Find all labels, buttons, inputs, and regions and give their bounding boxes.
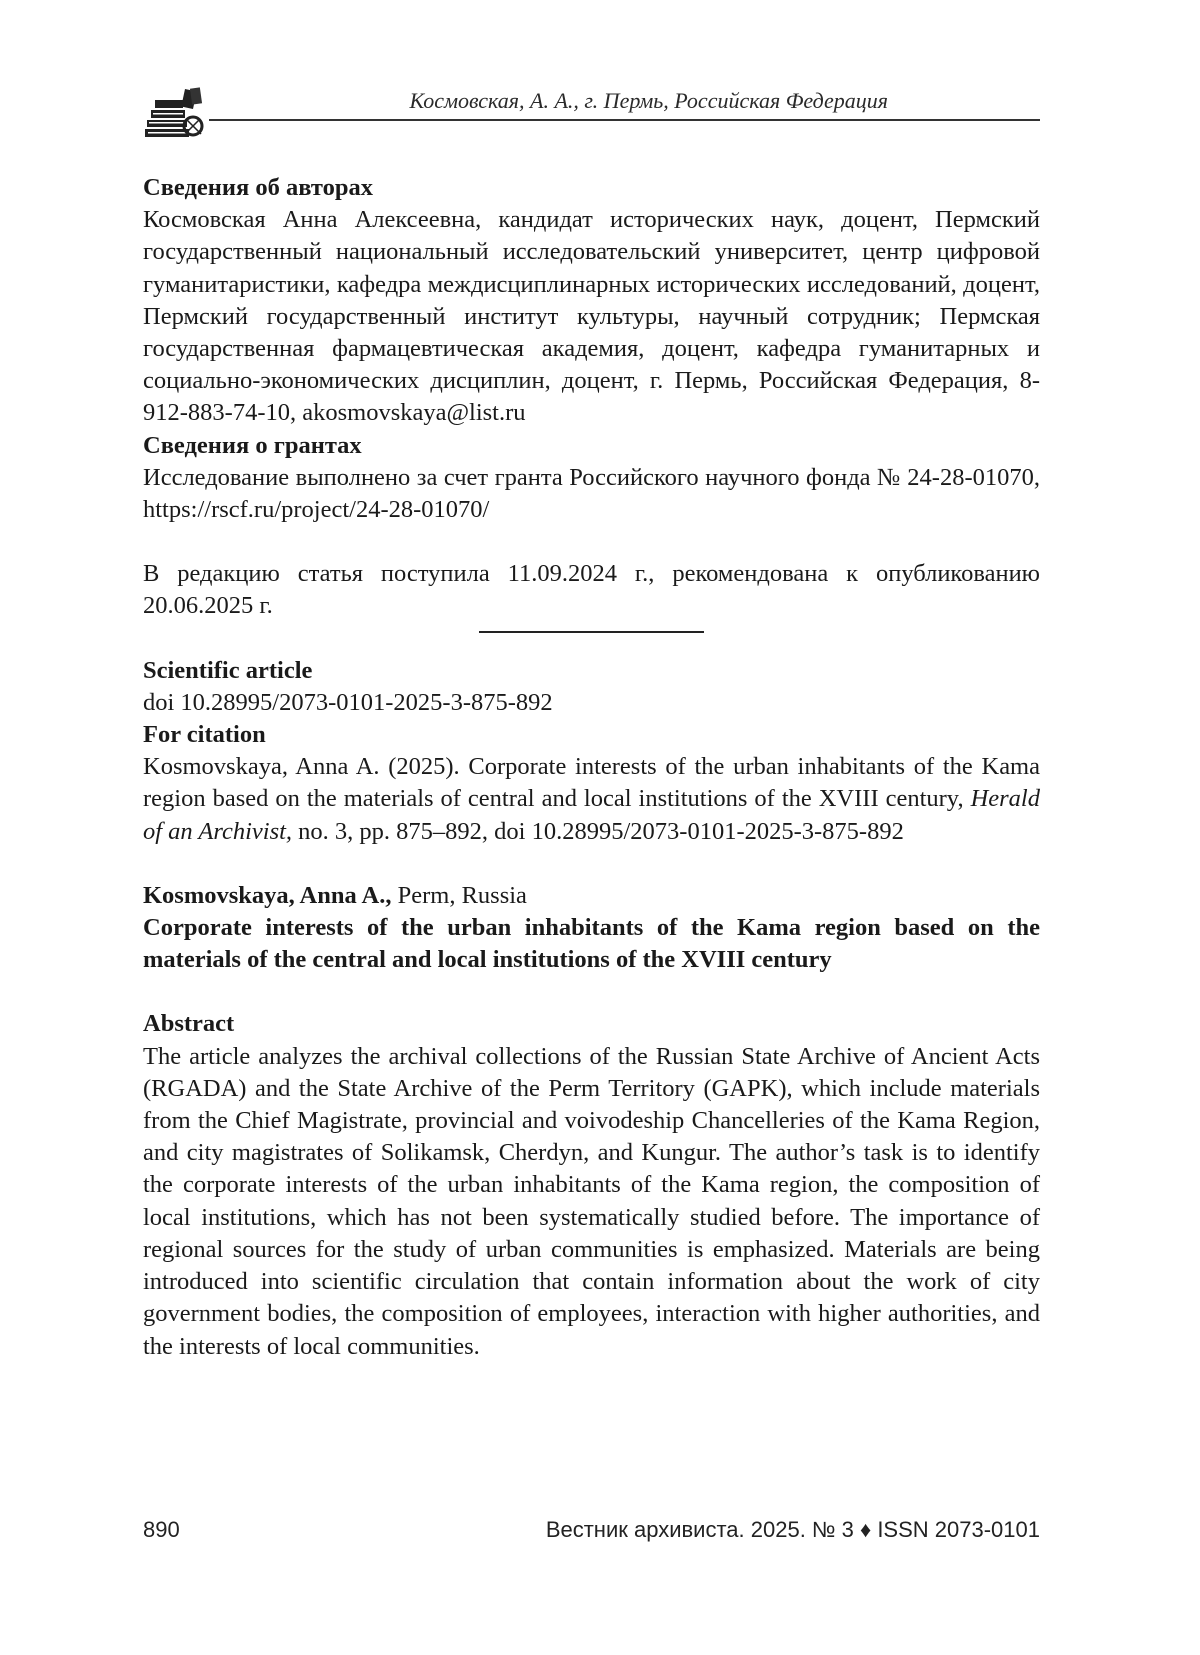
authors-info-text: Космовская Анна Алексеевна, кандидат исторических наук, доцент, Пермский государственный национальный исследовательский университет, центр цифровой гуманитаристики, кафедра междисциплинарных исторических исследований, доцент, Пермский государственный институт культуры, научный сотрудник; Пермская государственная фармацевтическая академия, доцент, кафедра гуманитарных и социально-экономических дисциплин, доцент, г. Пермь, Российская Федерация, 8-912-883-74-10, akosmovskaya@list.ru [143, 206, 1040, 427]
author-name: Kosmovskaya, Anna A., [143, 881, 392, 909]
page-footer [143, 1517, 1040, 1547]
authors-info-heading: Сведения об авторах [143, 174, 373, 201]
article-type: Scientific article [143, 656, 313, 684]
citation-journal: Herald of an Archivist, [143, 785, 1040, 845]
citation-text [143, 751, 1040, 848]
citation-heading: For citation [143, 721, 266, 749]
abstract-text: The article analyzes the archival collections of the Russian State Archive of Ancient Acts (RGADA) and the State Archive of the Perm Territory (GAPK), which include materials from the Chief Magistrate, provincial and voivodeship Chancelleries of the Kama Region, and city magistrates of Solikamsk, Cherdyn, and Kungur. The author’s task is to identify the corporate interests of the urban inhabitants of the Kama region, the composition of local institutions, which has not been systematically studied before. The importance of regional sources for the study of urban communities is emphasized. Materials are being introduced into scientific circulation that contain information about the work of city government bodies, the composition of employees, interaction with higher authorities, and the interests of local communities. [143, 1042, 1040, 1360]
article-title: Corporate interests of the urban inhabitants of the Kama region based on the materials of the central and local institutions of the XVIII century [143, 914, 1040, 974]
received-note: В редакцию статья поступила 11.09.2024 г., рекомендована к опубликованию 20.06.2025 г. [143, 560, 1040, 620]
page-number: 890 [143, 1517, 180, 1542]
running-header [143, 82, 1040, 144]
running-title: Космовская, А. А., г. Пермь, Российская Федерация [409, 88, 888, 113]
abstract-heading: Abstract [143, 1010, 235, 1038]
section-separator [479, 631, 704, 633]
journal-info: Вестник архивиста. 2025. № 3 ♦ ISSN 2073-0101 [545, 1517, 1040, 1542]
page-content [143, 172, 1040, 1363]
books-logo-icon [143, 86, 207, 140]
author-location: Perm, Russia [391, 881, 527, 909]
grants-heading: Сведения о грантах [143, 431, 362, 459]
citation-text-1: Kosmovskaya, Anna A. (2025). Corporate interests of the urban inhabitants of the Kama region based on the materials of central and local institutions of the XVIII century, [143, 753, 1040, 813]
author-line [143, 880, 1040, 912]
grants-text: Исследование выполнено за счет гранта Российского научного фонда № 24-28-01070, https://rscf.ru/project/24-28-01070/ [143, 463, 1040, 524]
citation-text-2: no. 3, pp. 875–892, doi 10.28995/2073-0101-2025-3-875-892 [292, 817, 904, 845]
article-doi: doi 10.28995/2073-0101-2025-3-875-892 [143, 688, 553, 716]
header-rule [209, 119, 1040, 121]
